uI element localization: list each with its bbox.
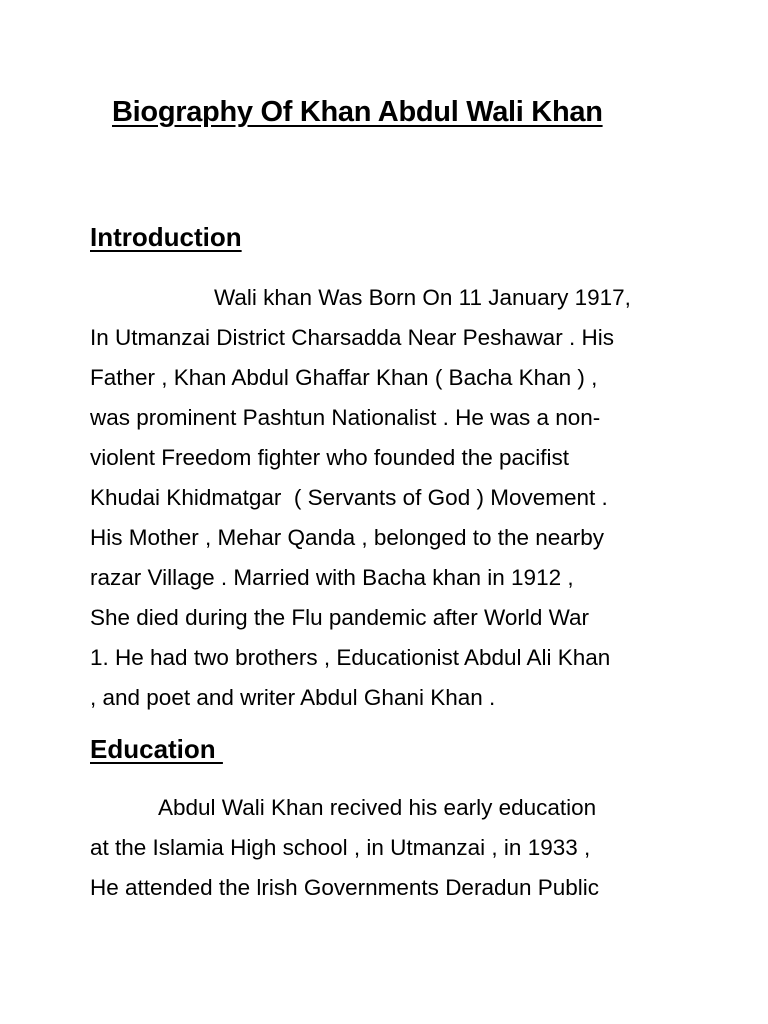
paragraph-line: Abdul Wali Khan recived his early education (158, 795, 597, 820)
paragraph-line: 1. He had two brothers , Educationist Abdul Ali Khan (90, 645, 611, 670)
paragraph-line: was prominent Pashtun Nationalist . He was a non- (90, 405, 601, 430)
paragraph-line: Wali khan Was Born On 11 January 1917, (214, 285, 631, 310)
document-title: Biography Of Khan Abdul Wali Khan (112, 96, 603, 128)
paragraph-line: , and poet and writer Abdul Ghani Khan . (90, 685, 496, 710)
paragraph-line: He attended the lrish Governments Deradun Public (90, 875, 600, 900)
paragraph-line: She died during the Flu pandemic after World War (90, 605, 589, 630)
introduction-paragraph (90, 278, 690, 718)
paragraph-line: His Mother , Mehar Qanda , belonged to the nearby (90, 525, 605, 550)
education-heading: Education (90, 734, 223, 764)
paragraph-line: Father , Khan Abdul Ghaffar Khan ( Bacha Khan ) , (90, 365, 598, 390)
paragraph-line: In Utmanzai District Charsadda Near Peshawar . His (90, 325, 614, 350)
paragraph-line: Khudai Khidmatgar ( Servants of God ) Movement . (90, 485, 608, 510)
education-paragraph (90, 788, 690, 908)
paragraph-line: violent Freedom fighter who founded the pacifist (90, 445, 570, 470)
paragraph-line: at the Islamia High school , in Utmanzai , in 1933 , (90, 835, 591, 860)
introduction-heading: Introduction (90, 222, 242, 252)
paragraph-line: razar Village . Married with Bacha khan in 1912 , (90, 565, 574, 590)
